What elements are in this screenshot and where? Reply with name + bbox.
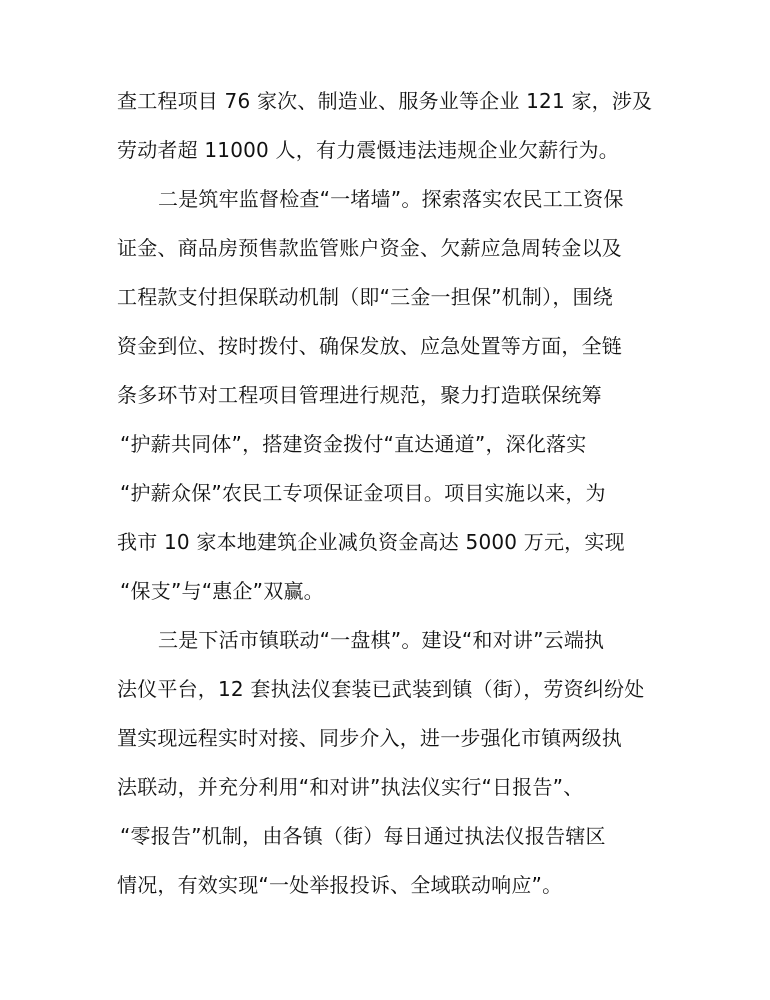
- text-line: 置实现远程实时对接、同步介入，进一步强化市镇两级执: [117, 726, 622, 750]
- text-line: 法仪平台，12 套执法仪套装已武装到镇（街），劳资纠纷处: [117, 677, 645, 701]
- text-line: “零报告”机制，由各镇（街）每日通过执法仪报告辖区: [120, 824, 606, 848]
- text-line: 条多环节对工程项目管理进行规范，聚力打造联保统筹: [117, 383, 602, 407]
- text-line: 资金到位、按时拨付、确保发放、应急处置等方面，全链: [117, 334, 622, 358]
- text-line: “保支”与“惠企”双赢。: [120, 579, 324, 603]
- paragraph-3-start: 三是下活市镇联动“一盘棋”。建设“和对讲”云端执: [158, 628, 605, 652]
- text-line: 查工程项目 76 家次、制造业、服务业等企业 121 家，涉及: [117, 89, 653, 113]
- text-line: 我市 10 家本地建筑企业减负资金高达 5000 万元，实现: [117, 530, 625, 554]
- text-line: 法联动，并充分利用“和对讲”执法仪实行“日报告”、: [117, 775, 584, 799]
- text-line: “护薪共同体”，搭建资金拨付“直达通道”，深化落实: [120, 432, 587, 456]
- text-line: 证金、商品房预售款监管账户资金、欠薪应急周转金以及: [117, 236, 622, 260]
- text-line: 情况，有效实现“一处举报投诉、全域联动响应”。: [117, 873, 563, 897]
- text-line: 劳动者超 11000 人，有力震慑违法违规企业欠薪行为。: [117, 138, 619, 162]
- text-line: 工程款支付担保联动机制（即“三金一担保”机制），围绕: [117, 285, 613, 309]
- text-line: “护薪众保”农民工专项保证金项目。项目实施以来，为: [120, 481, 606, 505]
- paragraph-2-start: 二是筑牢监督检查“一堵墙”。探索落实农民工工资保: [158, 187, 624, 211]
